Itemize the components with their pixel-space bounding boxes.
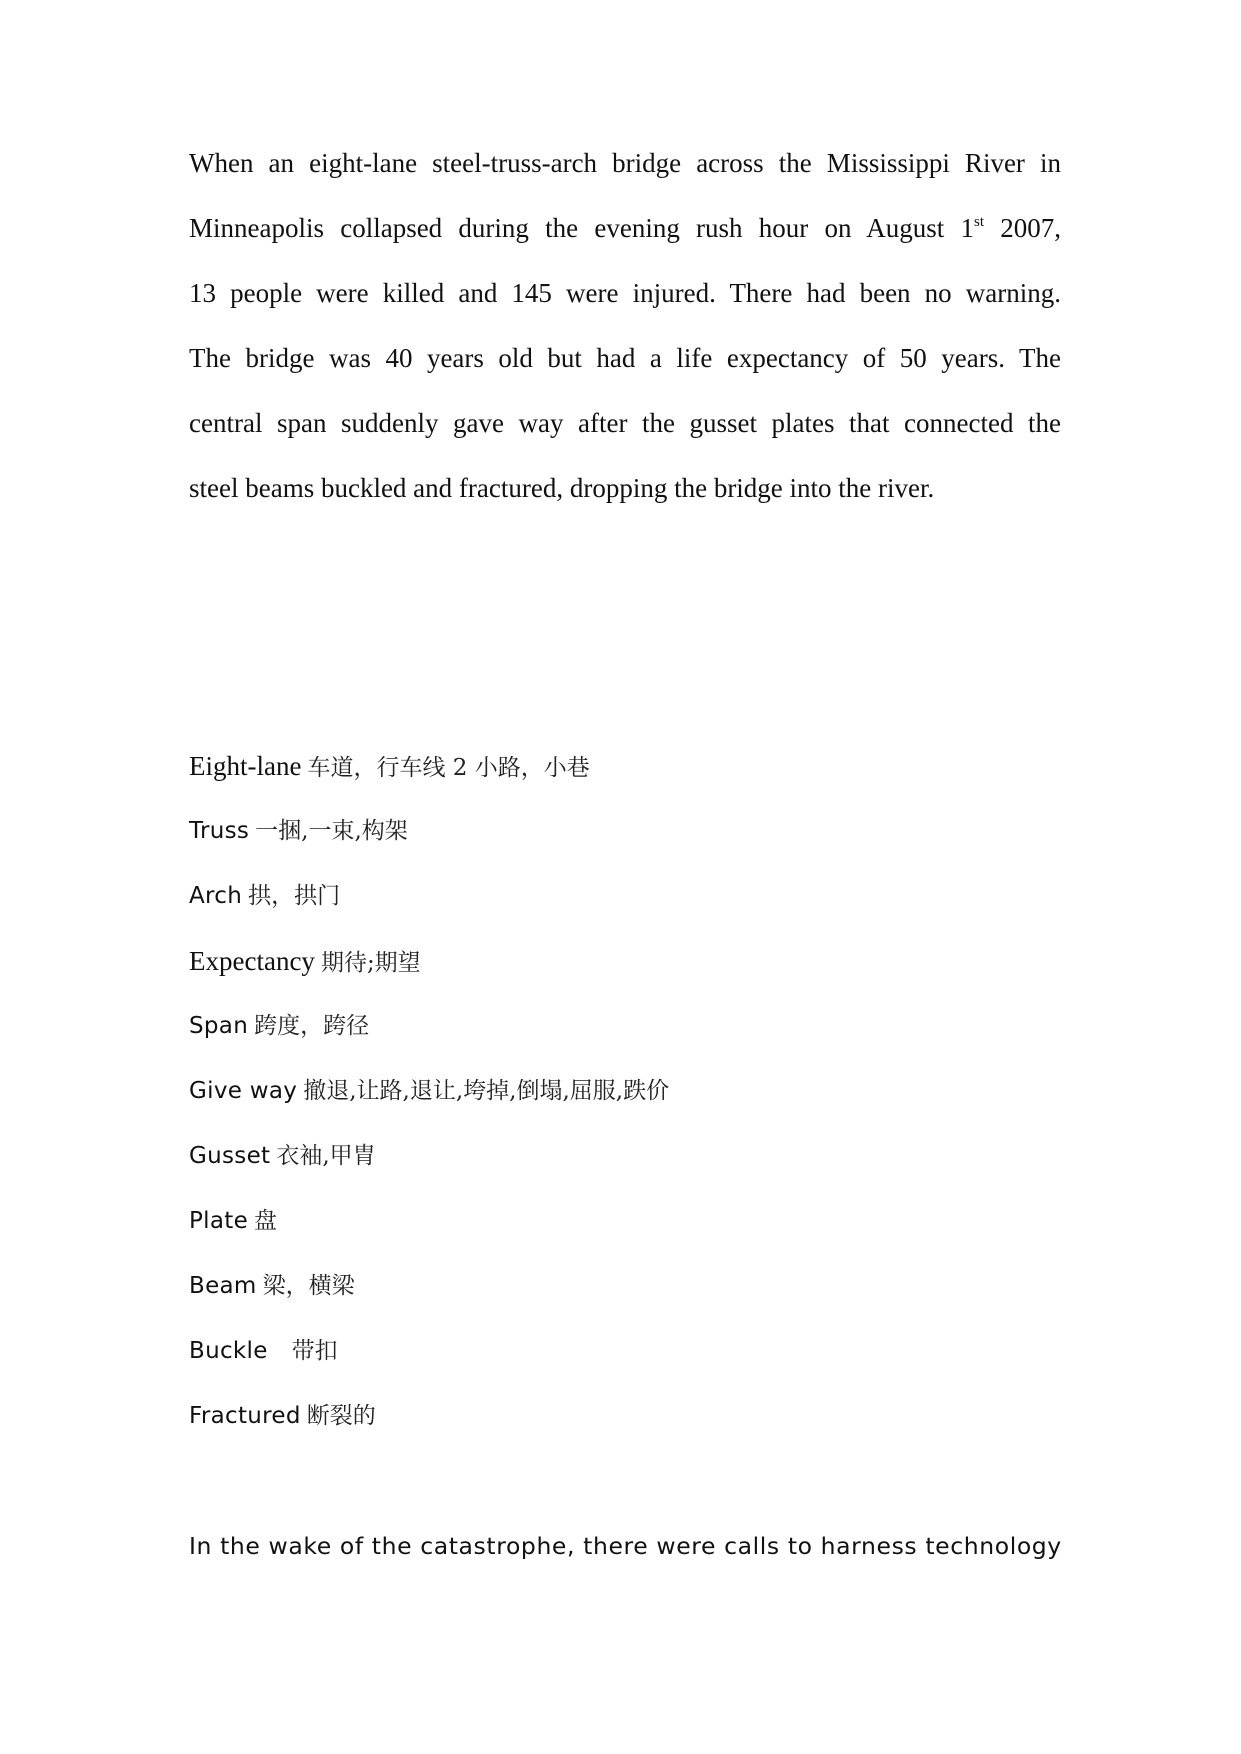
vocab-definition: 跨度，跨径 (254, 1013, 370, 1039)
vocab-term: Beam (189, 1273, 257, 1299)
paragraph-line: central span suddenly gave way after the gusset plates that connected the (189, 408, 1061, 438)
vocab-item (189, 799, 1061, 864)
vocab-item (189, 1189, 1061, 1254)
vocab-term: Expectancy (189, 946, 315, 976)
vocab-definition: 撤退,让路,退让,垮掉,倒塌,屈服,跌价 (303, 1078, 670, 1104)
vocab-term: Truss (189, 818, 250, 844)
vocab-item (189, 1059, 1061, 1124)
vocab-term: Gusset (189, 1143, 271, 1169)
vocab-definition: 梁，横梁 (262, 1273, 355, 1299)
continuation-paragraph: In the wake of the catastrophe, there were calls to harness technology (189, 1532, 1062, 1560)
paragraph-line (189, 196, 1061, 261)
vocab-term: Span (189, 1013, 249, 1039)
paragraph-line: 13 people were killed and 145 were injured. There had been no warning. (189, 278, 1061, 308)
vocab-item (189, 1384, 1061, 1449)
vocab-item (189, 864, 1061, 929)
vocab-definition: 带扣 (291, 1338, 338, 1364)
vocab-definition: 拱，拱门 (248, 883, 341, 909)
intro-paragraph (189, 131, 1061, 521)
paragraph-line: The bridge was 40 years old but had a life expectancy of 50 years. The (189, 343, 1061, 373)
vocabulary-list (189, 734, 1061, 1449)
vocab-item (189, 1319, 1061, 1384)
vocab-definition: 车道，行车线 2 小路，小巷 (307, 755, 590, 781)
paragraph-line: steel beams buckled and fractured, dropping the bridge into the river. (189, 473, 935, 503)
vocab-definition: 衣袖,甲胄 (276, 1143, 376, 1169)
vocab-term: Plate (189, 1208, 249, 1234)
vocab-item (189, 734, 1061, 799)
vocab-item (189, 1254, 1061, 1319)
vocab-term: Arch (189, 883, 243, 909)
vocab-item (189, 929, 1061, 994)
vocab-term: Give way (189, 1078, 298, 1104)
vocab-item (189, 1124, 1061, 1189)
vocab-definition: 期待;期望 (320, 950, 421, 976)
vocab-definition: 一捆,一束,构架 (255, 818, 408, 844)
vocab-item (189, 994, 1061, 1059)
vocab-term: Fractured (189, 1403, 301, 1429)
vocab-term: Buckle (189, 1338, 268, 1364)
vocab-term: Eight-lane (189, 751, 302, 781)
paragraph-line: When an eight-lane steel-truss-arch bridge across the Mississippi River in (189, 148, 1061, 178)
vocab-definition: 断裂的 (306, 1403, 376, 1429)
paragraph-line-text: Minneapolis collapsed during the evening rush hour on August 1 (189, 213, 974, 243)
vocab-definition: 盘 (254, 1208, 278, 1234)
ordinal-superscript: st (974, 214, 985, 230)
paragraph-line-tail: 2007, (984, 213, 1061, 243)
